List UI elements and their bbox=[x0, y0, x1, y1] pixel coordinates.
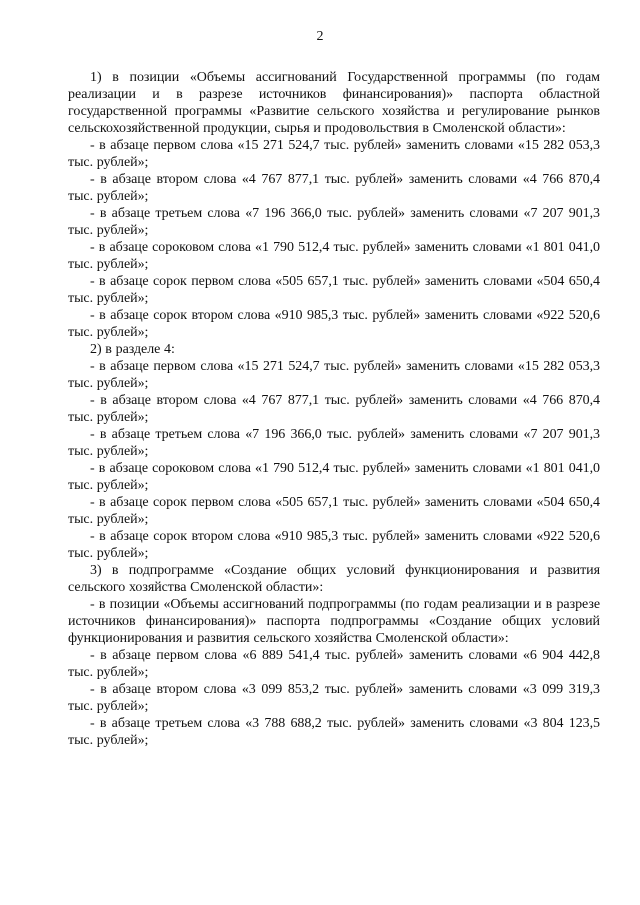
paragraph-5: - в абзаце сороковом слова «1 790 512,4 тыс. рублей» заменить словами «1 801 041,0 тыс. рублей»; bbox=[68, 240, 600, 272]
paragraph-16: - в позиции «Объемы ассигнований подпрограммы (по годам реализации и в разрезе источников финансирования)» паспорта подпрограммы «Создание общих условий функционирования и развития сельского хозяйства Смоленской области»: bbox=[68, 597, 600, 646]
paragraph-3: - в абзаце втором слова «4 767 877,1 тыс. рублей» заменить словами «4 766 870,4 тыс. рублей»; bbox=[68, 172, 600, 204]
paragraph-17: - в абзаце первом слова «6 889 541,4 тыс. рублей» заменить словами «6 904 442,8 тыс. рублей»; bbox=[68, 648, 600, 680]
paragraph-7: - в абзаце сорок втором слова «910 985,3 тыс. рублей» заменить словами «922 520,6 тыс. рублей»; bbox=[68, 308, 600, 340]
page-number: 2 bbox=[316, 29, 324, 44]
paragraph-2: - в абзаце первом слова «15 271 524,7 тыс. рублей» заменить словами «15 282 053,3 тыс. рублей»; bbox=[68, 138, 600, 170]
paragraph-1: 1) в позиции «Объемы ассигнований Государственной программы (по годам реализации и в разрезе источников финансирования)» паспорта областной государственной программы «Развитие сельского хозяйства и регулирование рынков сельскохозяйственной продукции, сырья и продовольствия в Смоленской области»: bbox=[68, 70, 600, 136]
paragraph-18: - в абзаце втором слова «3 099 853,2 тыс. рублей» заменить словами «3 099 319,3 тыс. рублей»; bbox=[68, 682, 600, 714]
paragraph-12: - в абзаце сороковом слова «1 790 512,4 тыс. рублей» заменить словами «1 801 041,0 тыс. рублей»; bbox=[68, 461, 600, 493]
paragraph-10: - в абзаце втором слова «4 767 877,1 тыс. рублей» заменить словами «4 766 870,4 тыс. рублей»; bbox=[68, 393, 600, 425]
paragraph-8: 2) в разделе 4: bbox=[90, 342, 175, 357]
paragraph-14: - в абзаце сорок втором слова «910 985,3 тыс. рублей» заменить словами «922 520,6 тыс. рублей»; bbox=[68, 529, 600, 561]
paragraph-6: - в абзаце сорок первом слова «505 657,1 тыс. рублей» заменить словами «504 650,4 тыс. рублей»; bbox=[68, 274, 600, 306]
document-body bbox=[68, 69, 600, 749]
paragraph-15: 3) в подпрограмме «Создание общих условий функционирования и развития сельского хозяйства Смоленской области»: bbox=[68, 563, 600, 595]
paragraph-13: - в абзаце сорок первом слова «505 657,1 тыс. рублей» заменить словами «504 650,4 тыс. рублей»; bbox=[68, 495, 600, 527]
paragraph-9: - в абзаце первом слова «15 271 524,7 тыс. рублей» заменить словами «15 282 053,3 тыс. рублей»; bbox=[68, 359, 600, 391]
paragraph-4: - в абзаце третьем слова «7 196 366,0 тыс. рублей» заменить словами «7 207 901,3 тыс. рублей»; bbox=[68, 206, 600, 238]
paragraph-19: - в абзаце третьем слова «3 788 688,2 тыс. рублей» заменить словами «3 804 123,5 тыс. рублей»; bbox=[68, 716, 600, 748]
paragraph-11: - в абзаце третьем слова «7 196 366,0 тыс. рублей» заменить словами «7 207 901,3 тыс. рублей»; bbox=[68, 427, 600, 459]
